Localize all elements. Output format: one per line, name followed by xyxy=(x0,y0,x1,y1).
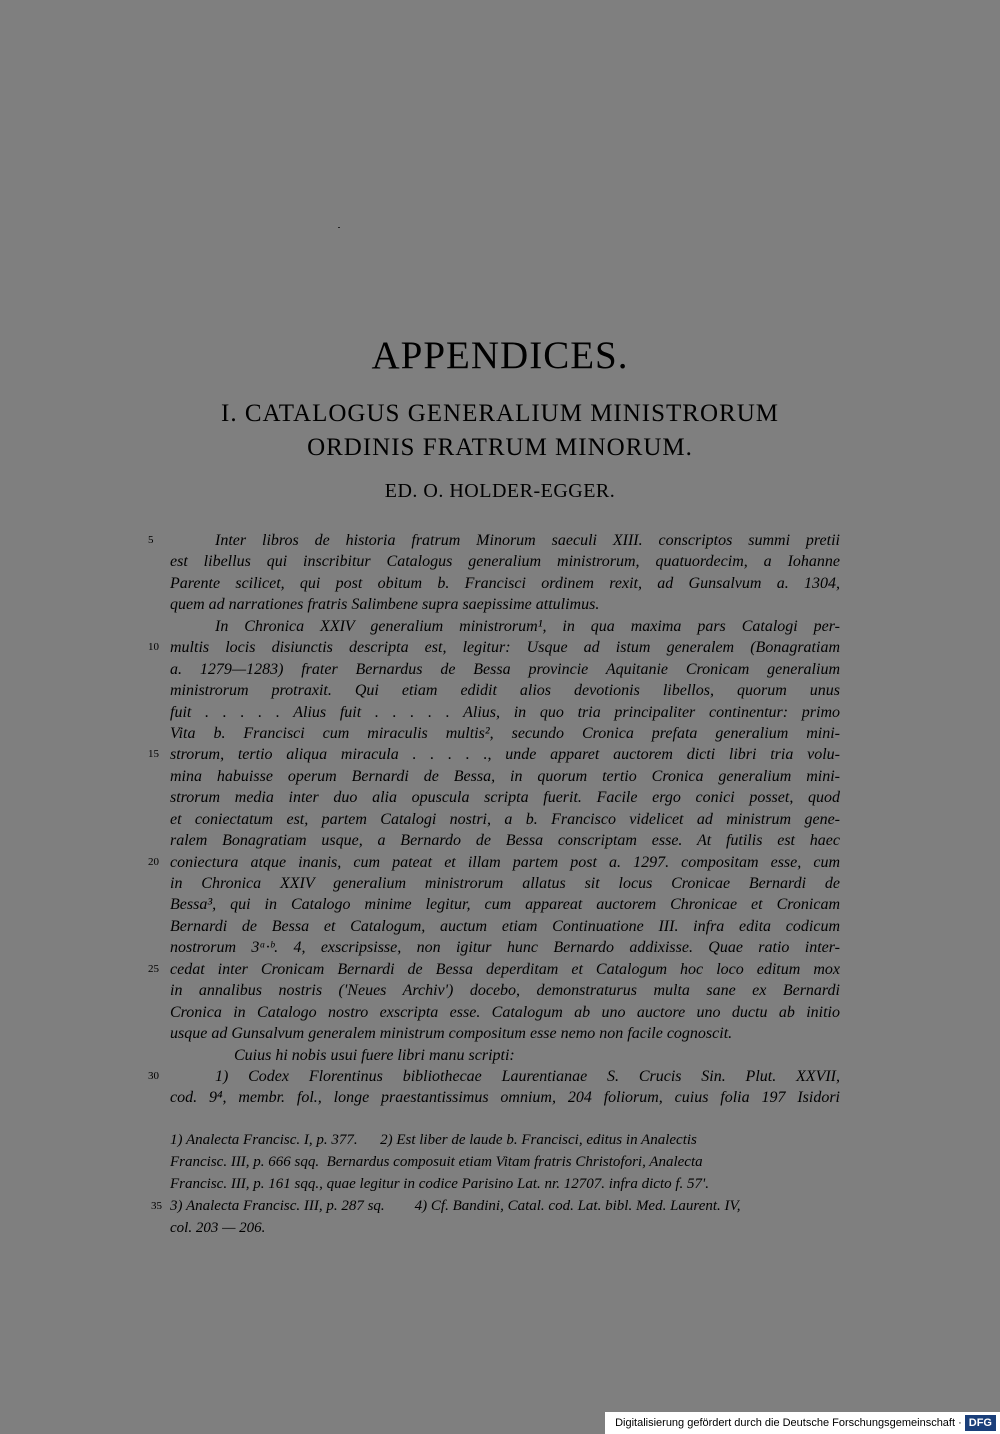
footnote-text: Francisc. III, p. 161 sqq., quae legitur in codice Parisino Lat. nr. 12707. infra dicto f. 57'. xyxy=(170,1176,710,1192)
section-title-line1: I. CATALOGUS GENERALIUM MINISTRORUM xyxy=(221,400,779,427)
body-line xyxy=(170,594,840,615)
body-line xyxy=(170,659,840,680)
line-number: 20 xyxy=(148,855,159,868)
body-line xyxy=(170,551,840,572)
body-line xyxy=(170,573,840,594)
digitization-footer xyxy=(605,1412,1000,1434)
line-number: 10 xyxy=(148,641,159,654)
line-text: in Chronica XXIV generalium ministrorum allatus sit locus Cronicae Bernardi de xyxy=(170,875,840,892)
line-text: Vita b. Francisci cum miraculis multis², secundo Cronica prefata generalium mini- xyxy=(170,724,840,742)
dfg-logo: DFG xyxy=(965,1415,996,1431)
line-text: est libellus qui inscribitur Catalogus generalium ministrorum, quatuordecim, a Iohanne xyxy=(170,553,840,571)
body-text xyxy=(148,530,840,1109)
line-text: mina habuisse operum Bernardi de Bessa, in quorum tertio Cronica generalium mini- xyxy=(170,767,840,785)
line-text: strorum, tertio aliqua miracula . . . . ., unde apparet auctorem dicti libri tria volu- xyxy=(170,746,840,764)
footnote-line xyxy=(170,1129,840,1151)
editor-line: ED. O. HOLDER-EGGER. xyxy=(384,480,616,502)
body-line xyxy=(170,873,840,894)
scan-speck xyxy=(338,227,340,228)
line-text: ralem Bonagratiam usque, a Bernardo de Bessa conscriptam esse. At futilis est haec xyxy=(170,832,840,850)
line-text: In Chronica XXIV generalium ministrorum¹, in qua maxima pars Catalogi per- xyxy=(215,617,840,635)
line-text: cedat inter Cronicam Bernardi de Bessa deperditam et Catalogum hoc loco editum mox xyxy=(170,960,840,978)
line-text: in annalibus nostris ('Neues Archiv') docebo, demonstraturus multa sane ex Bernardi xyxy=(170,982,840,1000)
line-text: nostrorum 3ᵃ·ᵇ. 4, exscripsisse, non igitur hunc Bernardo addixisse. Quae ratio inter- xyxy=(170,939,840,957)
body-line xyxy=(170,894,840,915)
line-text: usque ad Gunsalvum generalem ministrum compositum esse nemo non facile cognoscit. xyxy=(170,1025,733,1043)
body-line xyxy=(170,1087,840,1108)
line-text: fuit . . . . . Alius fuit . . . . . Alius, in quo tria principaliter continentur: primo xyxy=(170,703,840,721)
line-text: Cronica in Catalogo nostro exscripta esse. Catalogum ab uno auctore uno ductu ab initio xyxy=(170,1003,840,1021)
body-line xyxy=(148,637,840,658)
line-text: Cuius hi nobis usui fuere libri manu scripti: xyxy=(234,1046,515,1064)
page-title: APPENDICES. xyxy=(371,334,629,377)
footnote-line xyxy=(170,1151,840,1173)
line-text: Inter libros de historia fratrum Minorum saeculi XIII. conscriptos summi pretii xyxy=(215,532,840,549)
body-line xyxy=(170,702,840,723)
body-line xyxy=(148,852,840,873)
body-line xyxy=(148,1066,840,1087)
line-text: Bernardi de Bessa et Catalogum, auctum etiam Continuatione III. infra edita codicum xyxy=(170,917,840,935)
line-text: Bessa³, qui in Catalogo minime legitur, cum appareat auctorem Chronicae et Cronicam xyxy=(170,896,840,914)
line-number: 30 xyxy=(148,1069,159,1082)
body-line xyxy=(170,680,840,701)
body-line xyxy=(170,809,840,830)
footnotes xyxy=(151,1129,840,1239)
body-line xyxy=(170,787,840,808)
body-line xyxy=(170,1023,840,1044)
line-text: ministrorum protraxit. Qui etiam edidit alios devotionis libellos, quorum unus xyxy=(170,682,840,700)
body-line xyxy=(170,1045,840,1066)
footnote-line xyxy=(170,1217,840,1239)
body-line xyxy=(170,1002,840,1023)
body-line xyxy=(170,616,840,637)
footnote-text: 1) Analecta Francisc. I, p. 377. 2) Est liber de laude b. Francisci, editus in Analectis xyxy=(170,1132,697,1148)
line-number: 25 xyxy=(148,962,159,975)
line-number: 35 xyxy=(151,1200,162,1212)
body-line xyxy=(170,937,840,958)
line-text: multis locis disiunctis descripta est, legitur: Usque ad istum generalem (Bonagratiam xyxy=(170,639,840,657)
body-line xyxy=(170,830,840,851)
line-text: Parente scilicet, qui post obitum b. Francisci ordinem rexit, ad Gunsalvum a. 1304, xyxy=(170,574,840,592)
footer-text: Digitalisierung gefördert durch die Deutsche Forschungsgemeinschaft · xyxy=(615,1417,962,1429)
line-number: 15 xyxy=(148,748,159,761)
body-line xyxy=(170,916,840,937)
footnote-line xyxy=(170,1173,840,1195)
body-line xyxy=(148,530,840,551)
section-title-line2: ORDINIS FRATRUM MINORUM. xyxy=(307,434,693,461)
line-text: a. 1279—1283) frater Bernardus de Bessa provincie Aquitanie Cronicam generalium xyxy=(170,660,840,678)
footnote-text: Francisc. III, p. 666 sqq. Bernardus composuit etiam Vitam fratris Christofori, Analecta xyxy=(170,1154,703,1170)
body-line xyxy=(170,766,840,787)
line-text: coniectura atque inanis, cum pateat et illam partem post a. 1297. compositam esse, cum xyxy=(170,853,840,871)
body-line xyxy=(148,959,840,980)
body-line xyxy=(148,744,840,765)
body-line xyxy=(170,723,840,744)
footnote-text: col. 203 — 206. xyxy=(170,1220,266,1236)
line-text: 1) Codex Florentinus bibliothecae Laurentianae S. Crucis Sin. Plut. XXVII, xyxy=(215,1067,840,1085)
line-text: cod. 9⁴, membr. fol., longe praestantissimus omnium, 204 foliorum, cuius folia 197 Isidori xyxy=(170,1089,840,1107)
footnote-line xyxy=(151,1195,840,1217)
line-text: strorum media inter duo alia opuscula scripta fuerit. Facile ergo conici posset, quod xyxy=(170,789,840,807)
line-text: et coniectatum est, partem Catalogi nostri, a b. Francisco videlicet ad ministrum gene- xyxy=(170,810,840,828)
footnote-text: 3) Analecta Francisc. III, p. 287 sq. 4) Cf. Bandini, Catal. cod. Lat. bibl. Med. Laurent. IV, xyxy=(170,1198,741,1214)
line-text: quem ad narrationes fratris Salimbene supra saepissime attulimus. xyxy=(170,596,600,614)
line-number: 5 xyxy=(148,534,154,546)
body-line xyxy=(170,980,840,1001)
